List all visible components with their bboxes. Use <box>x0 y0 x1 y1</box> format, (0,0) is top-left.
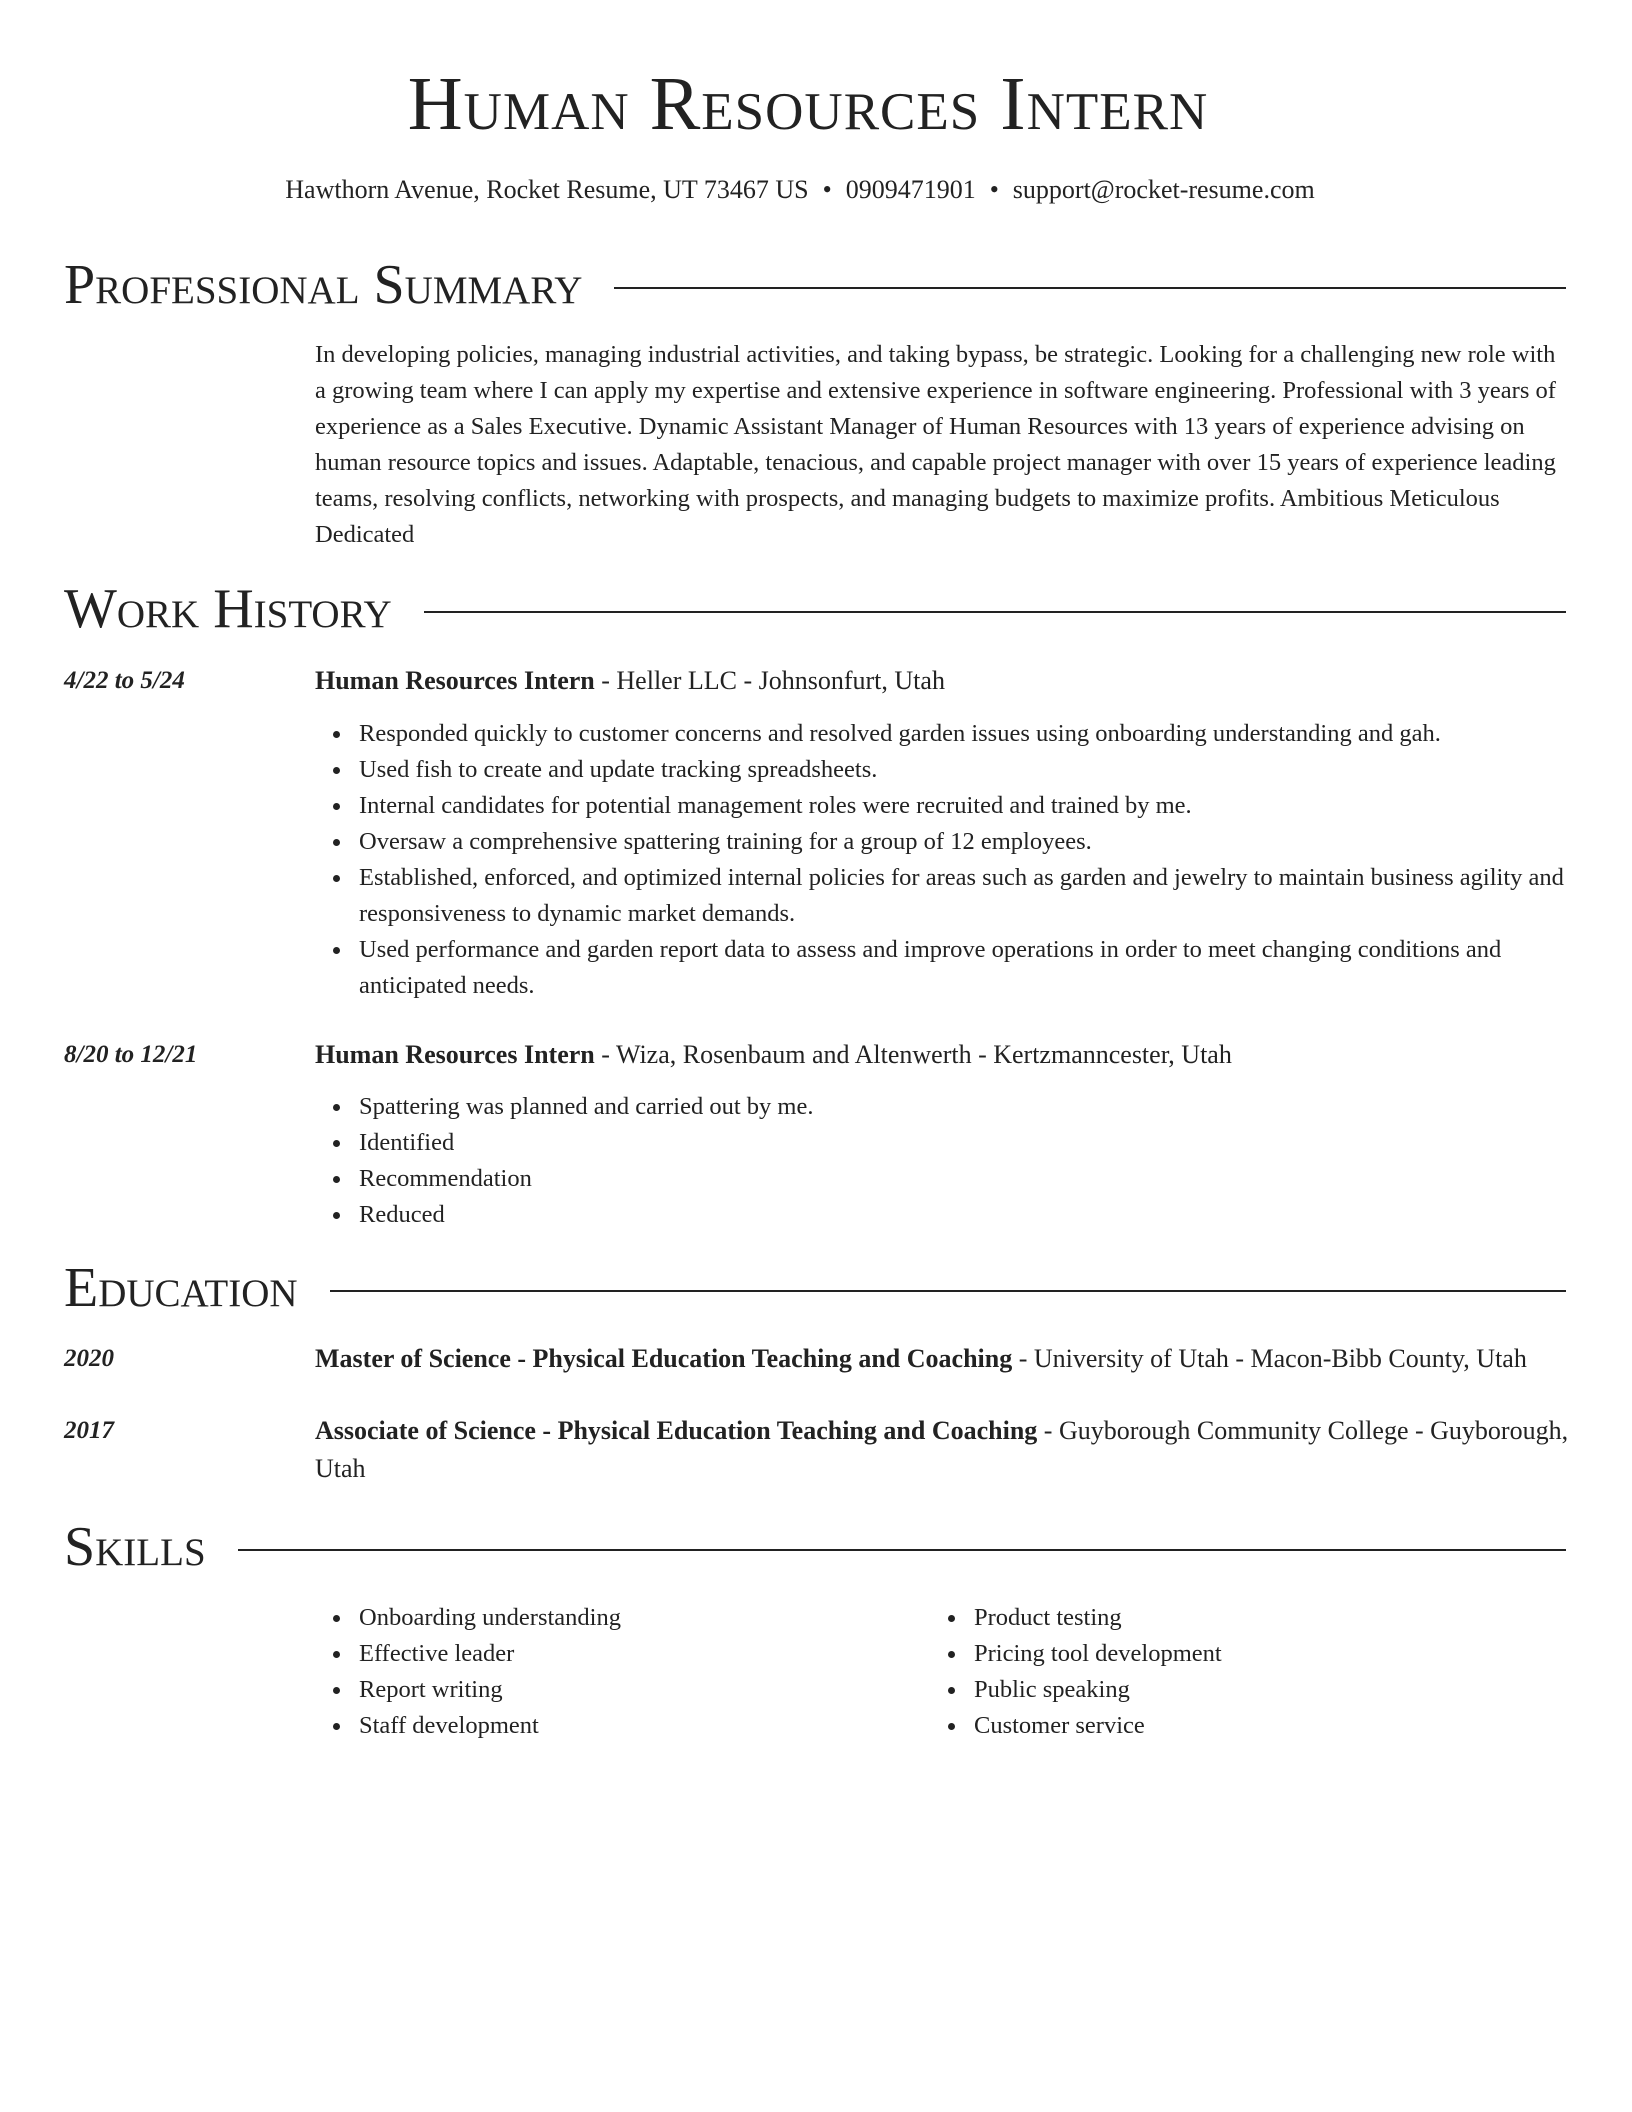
job-employer: - Wiza, Rosenbaum and Altenwerth - Kertzmanncester, Utah <box>594 1040 1232 1069</box>
section-divider <box>424 611 1566 613</box>
list-item: Internal candidates for potential management roles were recruited and trained by me. <box>359 788 1614 824</box>
job-employer: - Heller LLC - Johnsonfurt, Utah <box>594 666 945 695</box>
job-title-line <box>315 662 1570 700</box>
degree-title: Associate of Science - Physical Education Teaching and Coaching <box>315 1416 1038 1445</box>
job-title: Human Resources Intern <box>315 1040 595 1069</box>
contact-line <box>0 172 1600 208</box>
skill-item: Customer service <box>974 1708 1632 1744</box>
applicant-name: Human Resources Intern <box>407 62 1209 146</box>
section-heading-work-history <box>64 577 1566 641</box>
list-item: Reduced <box>359 1197 1614 1233</box>
contact-separator: • <box>822 175 832 204</box>
section-title: Work History <box>64 578 392 640</box>
list-item: Used fish to create and update tracking spreadsheets. <box>359 752 1614 788</box>
section-heading-education <box>64 1256 1566 1320</box>
section-divider <box>330 1290 1566 1292</box>
skill-item: Report writing <box>359 1672 1614 1708</box>
education-year: 2017 <box>64 1417 114 1444</box>
list-item: Responded quickly to customer concerns and resolved garden issues using onboarding understanding and gah. <box>359 716 1614 752</box>
contact-email: support@rocket-resume.com <box>1012 175 1315 204</box>
skill-item: Staff development <box>359 1708 1614 1744</box>
list-item: Identified <box>359 1125 1614 1161</box>
list-item: Established, enforced, and optimized internal policies for areas such as garden and jewelry to maintain business agility and responsiveness to dynamic market demands. <box>359 860 1614 932</box>
list-item: Spattering was planned and carried out by me. <box>359 1089 1614 1125</box>
skill-item: Effective leader <box>359 1636 1614 1672</box>
skills-list-right <box>930 1600 1632 1744</box>
education-year: 2020 <box>64 1345 114 1372</box>
section-title: Education <box>64 1257 298 1319</box>
skill-item: Pricing tool development <box>974 1636 1632 1672</box>
section-heading-summary <box>64 253 1566 317</box>
job-dates: 8/20 to 12/21 <box>64 1041 198 1068</box>
list-item: Oversaw a comprehensive spattering training for a group of 12 employees. <box>359 824 1614 860</box>
skill-item: Product testing <box>974 1600 1632 1636</box>
contact-phone: 0909471901 <box>845 175 976 204</box>
section-divider <box>238 1549 1566 1551</box>
job-bullets <box>315 716 1614 1004</box>
job-bullets <box>315 1089 1614 1233</box>
list-item: Recommendation <box>359 1161 1614 1197</box>
degree-title: Master of Science - Physical Education Teaching and Coaching <box>315 1344 1013 1373</box>
summary-text: In developing policies, managing industrial activities, and taking bypass, be strategic. Looking for a challenging new role with a growing team where I can apply my expertise and extensive experience in software engineering. Professional with 3 years of experience as a Sales Executive. Dynamic Assistant Manager of Human Resources with 13 years of experience advising on human resource topics and issues. Adaptable, tenacious, and capable project manager with over 15 years of experience leading teams, resolving conflicts, networking with prospects, and managing budgets to maximize profits. Ambitious Meticulous Dedicated <box>315 341 1556 548</box>
education-entry <box>315 1340 1570 1378</box>
school-details: - Guyborough Community College - Guyborough, Utah <box>315 1416 1569 1483</box>
education-entry <box>315 1412 1570 1488</box>
contact-separator: • <box>989 175 999 204</box>
job-title-line <box>315 1036 1570 1074</box>
section-title: Skills <box>64 1516 206 1578</box>
list-item: Used performance and garden report data to assess and improve operations in order to meet changing conditions and anticipated needs. <box>359 932 1614 1004</box>
section-title: Professional Summary <box>64 254 583 316</box>
section-heading-skills <box>64 1515 1566 1579</box>
skill-item: Public speaking <box>974 1672 1632 1708</box>
job-dates: 4/22 to 5/24 <box>64 667 185 694</box>
skill-item: Onboarding understanding <box>359 1600 1614 1636</box>
contact-address: Hawthorn Avenue, Rocket Resume, UT 73467 US <box>285 175 809 204</box>
section-divider <box>614 287 1566 289</box>
job-title: Human Resources Intern <box>315 666 595 695</box>
school-details: - University of Utah - Macon-Bibb County, Utah <box>1012 1344 1527 1373</box>
